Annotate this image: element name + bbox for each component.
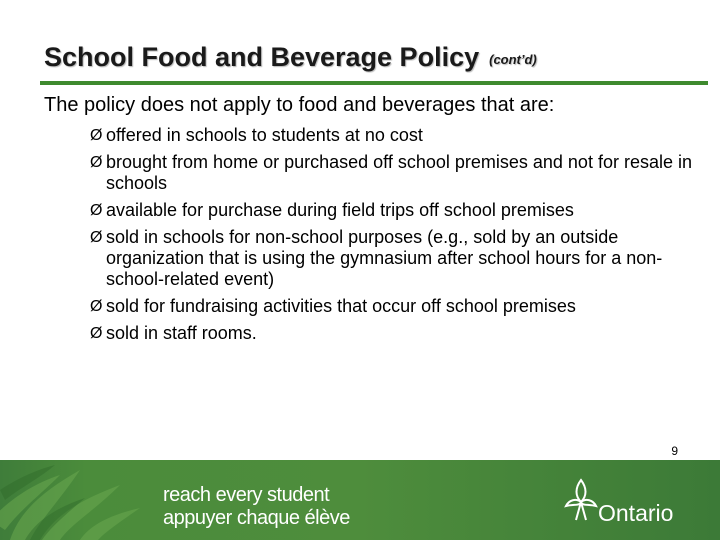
- list-item-text: sold for fundraising activities that occur off school premises: [106, 296, 576, 316]
- list-item-text: brought from home or purchased off school premises and not for resale in schools: [106, 152, 692, 193]
- bullet-list: [90, 125, 700, 350]
- tagline-english: reach every student: [163, 484, 330, 506]
- list-item-text: available for purchase during field trips off school premises: [106, 200, 574, 220]
- title-divider: [40, 81, 708, 85]
- footer-banner: [0, 460, 720, 540]
- trillium-icon: [562, 476, 600, 524]
- page-number: 9: [671, 444, 678, 458]
- arrow-bullet-icon: Ø: [90, 127, 103, 144]
- list-item-text: sold in staff rooms.: [106, 323, 257, 343]
- list-item-text: offered in schools to students at no cost: [106, 125, 423, 145]
- arrow-bullet-icon: Ø: [90, 202, 103, 219]
- list-item: [90, 296, 700, 317]
- arrow-bullet-icon: Ø: [90, 298, 103, 315]
- list-item: [90, 125, 700, 146]
- slide-title-suffix: (cont’d): [489, 52, 537, 67]
- list-item: [90, 227, 700, 290]
- arrow-bullet-icon: Ø: [90, 229, 103, 246]
- leaf-pattern-icon: [0, 460, 150, 540]
- ontario-logo-text: Ontario: [598, 500, 674, 526]
- arrow-bullet-icon: Ø: [90, 325, 103, 342]
- arrow-bullet-icon: Ø: [90, 154, 103, 171]
- slide-title: [44, 42, 537, 73]
- list-item-text: sold in schools for non-school purposes (e.g., sold by an outside organization that is using the gymnasium after school hours for a non-school-related event): [106, 227, 663, 289]
- list-item: [90, 323, 700, 344]
- slide-title-text: School Food and Beverage Policy: [44, 42, 480, 72]
- intro-text: The policy does not apply to food and beverages that are:: [44, 94, 555, 116]
- list-item: [90, 152, 700, 194]
- list-item: [90, 200, 700, 221]
- tagline-french: appuyer chaque élève: [163, 507, 350, 529]
